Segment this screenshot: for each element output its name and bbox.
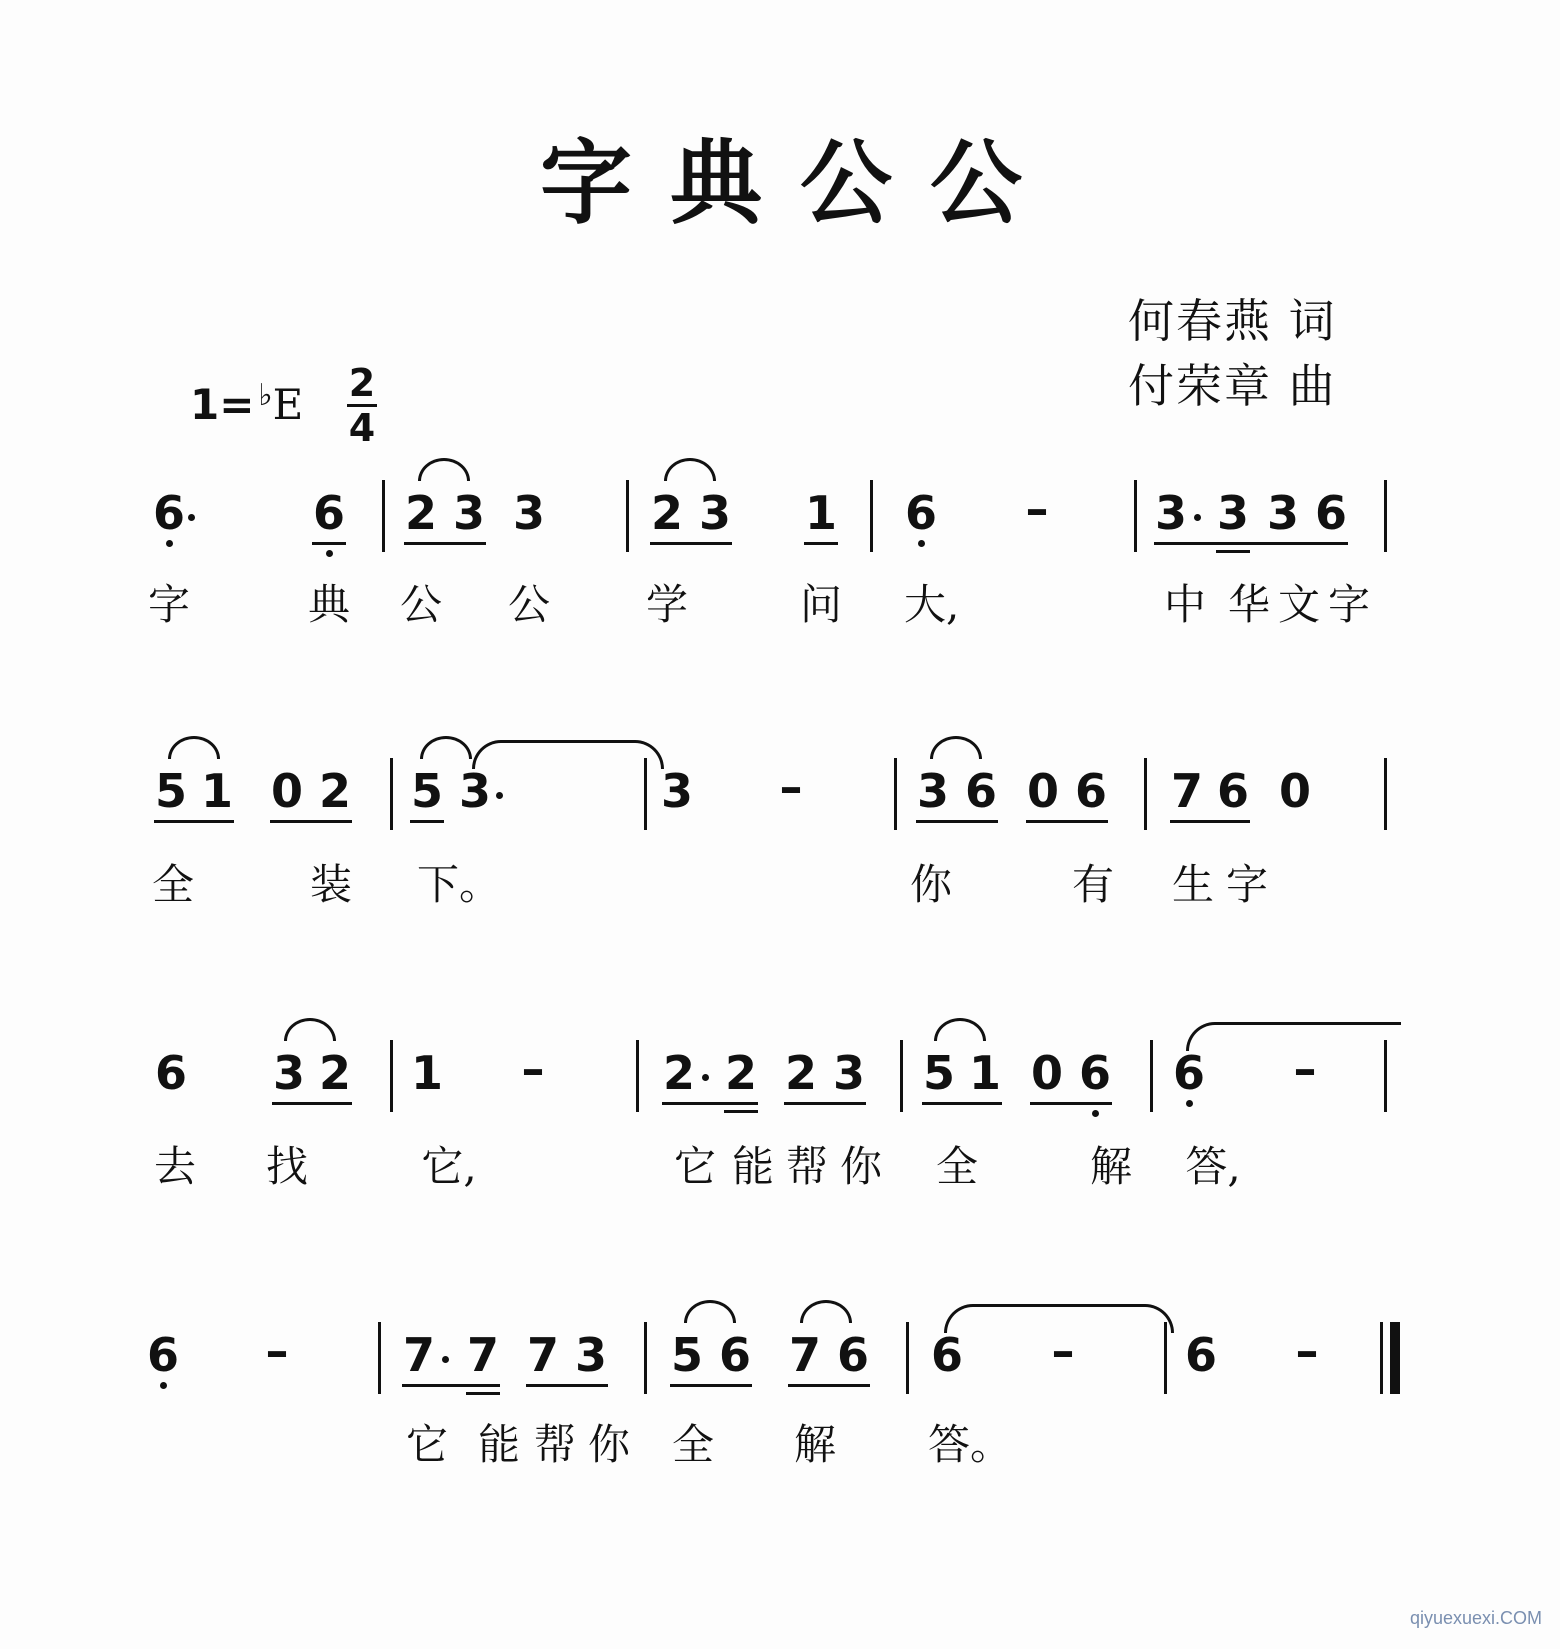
beam (526, 1384, 608, 1387)
note: 3 (916, 764, 949, 818)
note: 6 (904, 486, 937, 540)
slur (800, 1300, 852, 1323)
lyric: 能 (731, 1142, 774, 1191)
barline (1144, 758, 1147, 830)
beam (1216, 550, 1250, 553)
watermark: qiyuexuexi.COM (1409, 1608, 1542, 1628)
note: 3 (272, 1046, 305, 1100)
beam (410, 820, 444, 823)
dash: – (521, 1042, 545, 1096)
lyricist-credit: 何春燕 词 (1128, 294, 1337, 348)
barline (378, 1322, 381, 1394)
note: 7 (1170, 764, 1203, 818)
note: 7 (526, 1328, 559, 1382)
time-signature-bottom: 4 (348, 406, 376, 450)
note: 0 (1026, 764, 1059, 818)
note: 5 (410, 764, 443, 818)
barline (894, 758, 897, 830)
note: 5 (154, 764, 187, 818)
lyric: 字 (147, 580, 190, 629)
augmentation-dot (188, 514, 195, 521)
beam (784, 1102, 866, 1105)
barline (1384, 758, 1387, 830)
time-signature-top: 2 (348, 361, 376, 405)
beam (724, 1110, 758, 1113)
beam (1154, 542, 1348, 545)
note: 3 (574, 1328, 607, 1382)
note: 6 (964, 764, 997, 818)
slur (684, 1300, 736, 1323)
lyric: 大, (904, 580, 960, 629)
beam (312, 542, 346, 545)
lyric: 它 (673, 1142, 716, 1191)
lyric: 问 (799, 580, 842, 629)
lower-octave-dot (160, 1382, 167, 1389)
slur (664, 458, 716, 481)
barline (900, 1040, 903, 1112)
lyric: 有 (1071, 860, 1114, 909)
lyric: 能 (477, 1420, 520, 1469)
barline (390, 758, 393, 830)
note: 3 (832, 1046, 865, 1100)
note: 1 (968, 1046, 1001, 1100)
barline (382, 480, 385, 552)
tie (472, 740, 664, 769)
staff-line-1 (0, 470, 1560, 690)
dash: – (779, 760, 803, 814)
staff-line-3 (0, 1030, 1560, 1250)
note: 6 (146, 1328, 179, 1382)
note: 0 (270, 764, 303, 818)
note: 6 (1216, 764, 1249, 818)
beam (922, 1102, 1002, 1105)
slur (420, 736, 472, 759)
note: 6 (836, 1328, 869, 1382)
barline (626, 480, 629, 552)
beam (662, 1102, 758, 1105)
augmentation-dot (442, 1356, 449, 1363)
note: 7 (466, 1328, 499, 1382)
barline (906, 1322, 909, 1394)
beam (404, 542, 486, 545)
lyric: 它 (405, 1420, 448, 1469)
beam (272, 1102, 352, 1105)
lyric: 字 (1327, 580, 1370, 629)
barline (1384, 480, 1387, 552)
note: 3 (452, 486, 485, 540)
lyric: 帮 (533, 1420, 576, 1469)
beam (466, 1392, 500, 1395)
lyric: 文 (1277, 580, 1320, 629)
note: 2 (650, 486, 683, 540)
barline (1150, 1040, 1153, 1112)
lyric: 全 (935, 1142, 978, 1191)
lower-octave-dot (1186, 1100, 1193, 1107)
lyric: 去 (153, 1142, 196, 1191)
lyric: 中 (1163, 580, 1206, 629)
note: 7 (788, 1328, 821, 1382)
note: 5 (922, 1046, 955, 1100)
note: 3 (512, 486, 545, 540)
note: 3 (698, 486, 731, 540)
note: 6 (1078, 1046, 1111, 1100)
note: 1 (410, 1046, 443, 1100)
lower-octave-dot (166, 540, 173, 547)
lower-octave-dot (326, 550, 333, 557)
note: 6 (312, 486, 345, 540)
composer-credit: 付荣章 曲 (1128, 359, 1337, 413)
barline (1134, 480, 1137, 552)
note: 2 (662, 1046, 695, 1100)
lyric: 公 (507, 580, 550, 629)
lyric: 答。 (928, 1420, 1013, 1469)
barline (644, 758, 647, 830)
note: 3 (1154, 486, 1187, 540)
note: 6 (1314, 486, 1347, 540)
lyric: 全 (671, 1420, 714, 1469)
barline (644, 1322, 647, 1394)
barline (870, 480, 873, 552)
dash: – (1293, 1042, 1317, 1096)
note: 2 (724, 1046, 757, 1100)
note: 3 (1266, 486, 1299, 540)
lyric: 典 (307, 580, 350, 629)
staff-line-4 (0, 1312, 1560, 1532)
beam (788, 1384, 870, 1387)
lyric: 公 (399, 580, 442, 629)
note: 2 (318, 1046, 351, 1100)
lyric: 找 (265, 1142, 308, 1191)
key-letter: E (272, 380, 304, 429)
lyric: 下。 (416, 860, 501, 909)
note: 6 (930, 1328, 963, 1382)
lyric: 字 (1225, 860, 1268, 909)
note: 7 (402, 1328, 435, 1382)
slur (930, 736, 982, 759)
note: 6 (718, 1328, 751, 1382)
augmentation-dot (1194, 514, 1201, 521)
slur (418, 458, 470, 481)
slur (934, 1018, 986, 1041)
note: 1 (200, 764, 233, 818)
note: 6 (1074, 764, 1107, 818)
beam (916, 820, 998, 823)
note: 3 (458, 764, 491, 818)
lyric: 解 (793, 1420, 836, 1469)
key-signature (190, 380, 303, 429)
barline (390, 1040, 393, 1112)
beam (270, 820, 352, 823)
time-signature (342, 362, 382, 449)
barline (1384, 1040, 1387, 1112)
flat-sign: ♭ (258, 378, 273, 413)
lyric: 你 (839, 1142, 882, 1191)
note: 3 (1216, 486, 1249, 540)
beam (154, 820, 234, 823)
note: 0 (1278, 764, 1311, 818)
slur (168, 736, 220, 759)
beam (804, 542, 838, 545)
lower-octave-dot (1092, 1110, 1099, 1117)
augmentation-dot (702, 1074, 709, 1081)
note: 6 (1172, 1046, 1205, 1100)
lyric: 帮 (785, 1142, 828, 1191)
lyric: 学 (645, 580, 688, 629)
lyric: 装 (309, 860, 352, 909)
note: 5 (670, 1328, 703, 1382)
dash: – (1051, 1324, 1075, 1378)
lyric: 解 (1089, 1142, 1132, 1191)
final-barline-thin (1380, 1322, 1383, 1394)
note: 6 (154, 1046, 187, 1100)
dash: – (265, 1324, 289, 1378)
note: 2 (318, 764, 351, 818)
augmentation-dot (496, 792, 503, 799)
lyric: 答, (1185, 1142, 1241, 1191)
slur (284, 1018, 336, 1041)
note: 2 (784, 1046, 817, 1100)
lyric: 华 (1227, 580, 1270, 629)
barline (1164, 1322, 1167, 1394)
lyric: 你 (587, 1420, 630, 1469)
beam (650, 542, 732, 545)
beam (402, 1384, 500, 1387)
lyric: 你 (909, 860, 952, 909)
note: 6 (1184, 1328, 1217, 1382)
page-title: 字典公公 (540, 129, 1061, 237)
key-prefix: 1= (190, 380, 255, 429)
beam (1030, 1102, 1112, 1105)
dash: – (1295, 1324, 1319, 1378)
beam (1170, 820, 1250, 823)
lyric: 生 (1171, 860, 1214, 909)
note: 6 (152, 486, 185, 540)
staff-line-2 (0, 748, 1560, 968)
lyric: 全 (151, 860, 194, 909)
beam (670, 1384, 752, 1387)
note: 3 (660, 764, 693, 818)
lower-octave-dot (918, 540, 925, 547)
note: 1 (804, 486, 837, 540)
dash: – (1025, 482, 1049, 536)
final-barline-thick (1390, 1322, 1400, 1394)
note: 0 (1030, 1046, 1063, 1100)
barline (636, 1040, 639, 1112)
lyric: 它, (421, 1142, 477, 1191)
beam (1026, 820, 1108, 823)
note: 2 (404, 486, 437, 540)
